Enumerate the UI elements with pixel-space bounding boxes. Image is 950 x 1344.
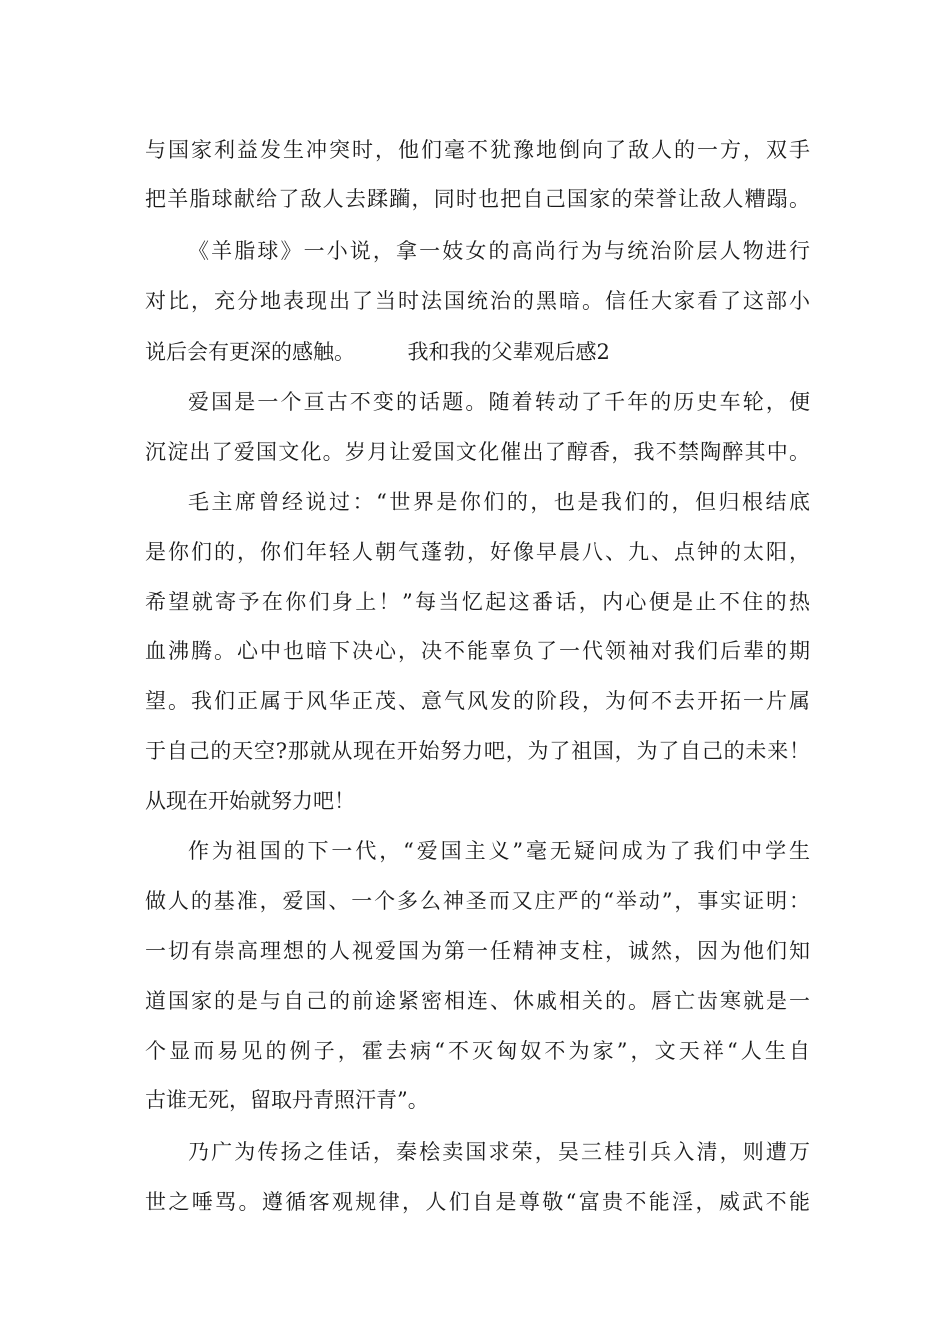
text-line: 与国家利益发生冲突时，他们毫不犹豫地倒向了敌人的一方，双手 — [145, 138, 810, 162]
text-line: 望。我们正属于风华正茂、意气风发的阶段，为何不去开拓一片属 — [145, 689, 810, 713]
text-line: 做人的基准，爱国、一个多么神圣而又庄严的“举动”，事实证明： — [145, 889, 810, 913]
text-line: 道国家的是与自己的前途紧密相连、休戚相关的。唇亡齿寒就是一 — [145, 989, 810, 1013]
text-line: 沉淀出了爱国文化。岁月让爱国文化催出了醇香，我不禁陶醉其中。 — [145, 440, 810, 464]
text-line: 爱国是一个亘古不变的话题。随着转动了千年的历史车轮，便 — [188, 390, 810, 414]
text-line: 世之唾骂。遵循客观规律，人们自是尊敬“富贵不能淫，威武不能 — [145, 1190, 810, 1214]
text-line: 对比，充分地表现出了当时法国统治的黑暗。信任大家看了这部小 — [145, 289, 810, 313]
text-line: 个显而易见的例子，霍去病“不灭匈奴不为家”，文天祥“人生自 — [145, 1039, 810, 1063]
text-line: 毛主席曾经说过：“世界是你们的，也是我们的，但归根结底 — [188, 490, 810, 514]
text-line: 作为祖国的下一代，“爱国主义”毫无疑问成为了我们中学生 — [188, 839, 810, 863]
text-line: 说后会有更深的感触。 我和我的父辈观后感2 — [145, 340, 610, 364]
text-line: 是你们的，你们年轻人朝气蓬勃，好像早晨八、九、点钟的太阳， — [145, 540, 810, 564]
text-line: 古谁无死，留取丹青照汗青”。 — [145, 1088, 429, 1112]
text-line: 于自己的天空?那就从现在开始努力吧，为了祖国，为了自己的未来！ — [145, 739, 810, 763]
text-line: 乃广为传扬之佳话，秦桧卖国求荣，吴三桂引兵入清，则遭万 — [188, 1140, 810, 1164]
text-line: 《羊脂球》一小说，拿一妓女的高尚行为与统治阶层人物进行 — [188, 239, 810, 263]
text-line: 一切有崇高理想的人视爱国为第一任精神支柱，诚然，因为他们知 — [145, 939, 810, 963]
text-line: 把羊脂球献给了敌人去蹂躏，同时也把自己国家的荣誉让敌人糟蹋。 — [145, 187, 810, 211]
text-line: 血沸腾。心中也暗下决心，决不能辜负了一代领袖对我们后辈的期 — [145, 639, 810, 663]
text-line: 从现在开始就努力吧！ — [145, 789, 355, 813]
text-line: 希望就寄予在你们身上！”每当忆起这番话，内心便是止不住的热 — [145, 590, 810, 614]
